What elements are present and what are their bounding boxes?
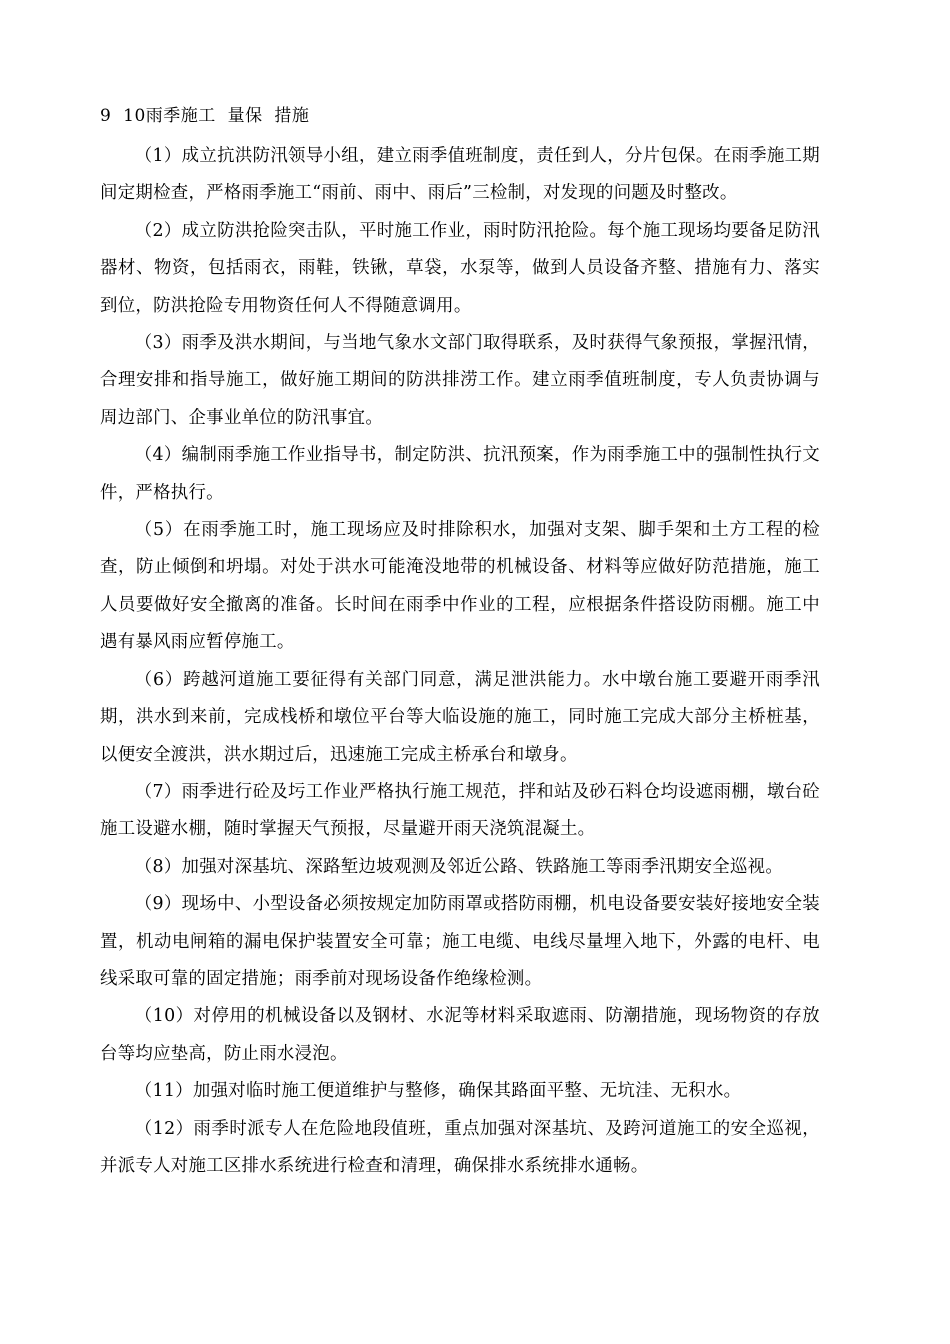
- paragraph-12: （12）雨季时派专人在危险地段值班，重点加强对深基坑、及跨河道施工的安全巡视，并派专人对施工区排水系统进行检查和清理，确保排水系统排水通畅。: [100, 1118, 820, 1176]
- paragraph-5: （5）在雨季施工时，施工现场应及时排除积水，加强对支架、脚手架和土方工程的检查，防止倾倒和坍塌。对处于洪水可能淹没地带的机械设备、材料等应做好防范措施，施工人员要做好安全撤离的准备。长时间在雨季中作业的工程，应根据条件搭设防雨棚。施工中遇有暴风雨应暂停施工。: [100, 520, 820, 653]
- paragraph-11: （11）加强对临时施工便道维护与整修，确保其路面平整、无坑洼、无积水。: [134, 1081, 742, 1102]
- paragraph-6: （6）跨越河道施工要征得有关部门同意，满足泄洪能力。水中墩台施工要避开雨季汛期，洪水到来前，完成栈桥和墩位平台等大临设施的施工，同时施工完成大部分主桥桩基，以便安全渡洪，洪水期过后，迅速施工完成主桥承台和墩身。: [100, 669, 820, 765]
- section-heading: 9 10雨季施工 量保 措施: [100, 106, 310, 126]
- paragraph-2: （2）成立防洪抢险突击队，平时施工作业，雨时防汛抢险。每个施工现场均要备足防汛器材、物资，包括雨衣，雨鞋，铁锹，草袋，水泵等，做到人员设备齐整、措施有力、落实到位，防洪抢险专用物资任何人不得随意调用。: [100, 220, 820, 316]
- paragraph-7: （7）雨季进行砼及圬工作业严格执行施工规范，拌和站及砂石料仓均设遮雨棚，墩台砼施工设避水棚，随时掌握天气预报，尽量避开雨天浇筑混凝土。: [100, 781, 820, 840]
- paragraph-1: （1）成立抗洪防汛领导小组，建立雨季值班制度，责任到人，分片包保。在雨季施工期间定期检查，严格雨季施工“雨前、雨中、雨后”三检制，对发现的问题及时整改。: [100, 146, 820, 204]
- paragraph-4: （4）编制雨季施工作业指导书，制定防洪、抗汛预案，作为雨季施工中的强制性执行文件，严格执行。: [100, 445, 820, 503]
- document-body: [100, 101, 820, 1185]
- paragraph-10: （10）对停用的机械设备以及钢材、水泥等材料采取遮雨、防潮措施，现场物资的存放台等均应垫高，防止雨水浸泡。: [100, 1006, 820, 1064]
- paragraph-3: （3）雨季及洪水期间，与当地气象水文部门取得联系，及时获得气象预报，掌握汛情，合理安排和指导施工，做好施工期间的防洪排涝工作。建立雨季值班制度，专人负责协调与周边部门、企事业单位的防汛事宜。: [100, 333, 820, 428]
- paragraph-9: （9）现场中、小型设备必须按规定加防雨罩或搭防雨棚，机电设备要安装好接地安全装置，机动电闸箱的漏电保护装置安全可靠；施工电缆、电线尽量埋入地下，外露的电杆、电线采取可靠的固定措施；雨季前对现场设备作绝缘检测。: [100, 894, 820, 989]
- paragraph-8: （8）加强对深基坑、深路堑边坡观测及邻近公路、铁路施工等雨季汛期安全巡视。: [134, 856, 784, 877]
